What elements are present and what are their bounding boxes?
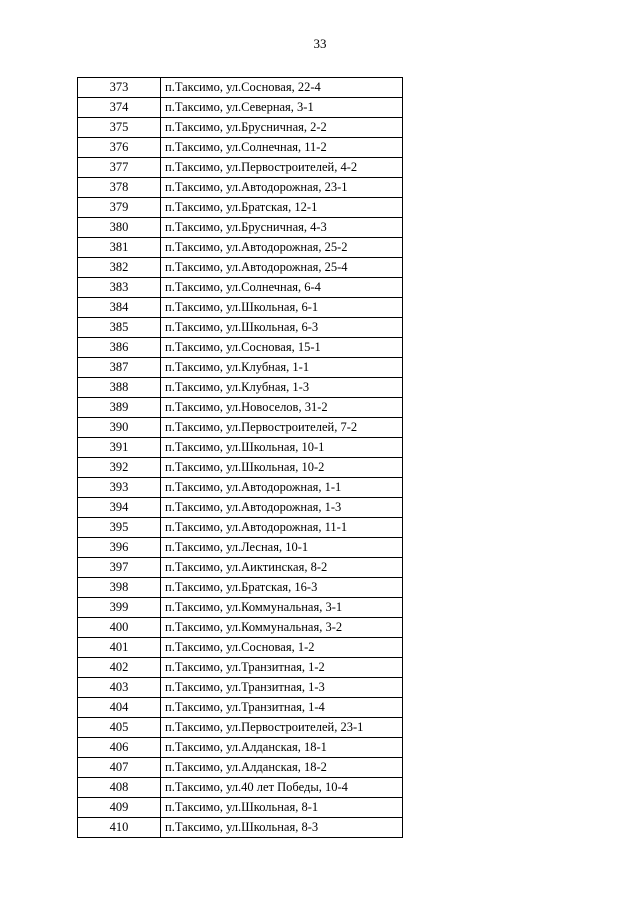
- row-number-cell: 392: [78, 458, 161, 478]
- table-row: [78, 718, 403, 738]
- address-cell: п.Таксимо, ул.Сосновая, 22-4: [161, 78, 403, 98]
- row-number-cell: 390: [78, 418, 161, 438]
- address-cell: п.Таксимо, ул.Клубная, 1-3: [161, 378, 403, 398]
- row-number-cell: 378: [78, 178, 161, 198]
- table-row: [78, 318, 403, 338]
- row-number-cell: 389: [78, 398, 161, 418]
- row-number-cell: 394: [78, 498, 161, 518]
- address-cell: п.Таксимо, ул.Сосновая, 1-2: [161, 638, 403, 658]
- address-cell: п.Таксимо, ул.Алданская, 18-1: [161, 738, 403, 758]
- row-number-cell: 407: [78, 758, 161, 778]
- address-cell: п.Таксимо, ул.Автодорожная, 25-4: [161, 258, 403, 278]
- address-table: [77, 77, 403, 838]
- address-cell: п.Таксимо, ул.Братская, 12-1: [161, 198, 403, 218]
- table-row: [78, 698, 403, 718]
- table-row: [78, 218, 403, 238]
- table-row: [78, 178, 403, 198]
- table-row: [78, 298, 403, 318]
- row-number-cell: 405: [78, 718, 161, 738]
- table-row: [78, 158, 403, 178]
- table-row: [78, 118, 403, 138]
- address-cell: п.Таксимо, ул.Школьная, 8-1: [161, 798, 403, 818]
- row-number-cell: 382: [78, 258, 161, 278]
- row-number-cell: 373: [78, 78, 161, 98]
- table-row: [78, 238, 403, 258]
- row-number-cell: 397: [78, 558, 161, 578]
- address-cell: п.Таксимо, ул.Сосновая, 15-1: [161, 338, 403, 358]
- table-row: [78, 778, 403, 798]
- row-number-cell: 402: [78, 658, 161, 678]
- address-cell: п.Таксимо, ул.Алданская, 18-2: [161, 758, 403, 778]
- table-row: [78, 338, 403, 358]
- table-row: [78, 418, 403, 438]
- table-row: [78, 198, 403, 218]
- table-row: [78, 398, 403, 418]
- row-number-cell: 408: [78, 778, 161, 798]
- page-number: 33: [313, 36, 327, 51]
- address-cell: п.Таксимо, ул.Солнечная, 6-4: [161, 278, 403, 298]
- table-row: [78, 518, 403, 538]
- table-row: [78, 818, 403, 838]
- table-row: [78, 558, 403, 578]
- table-row: [78, 438, 403, 458]
- table-row: [78, 498, 403, 518]
- address-cell: п.Таксимо, ул.Первостроителей, 23-1: [161, 718, 403, 738]
- row-number-cell: 383: [78, 278, 161, 298]
- address-table-body: [78, 78, 403, 838]
- row-number-cell: 376: [78, 138, 161, 158]
- row-number-cell: 377: [78, 158, 161, 178]
- address-cell: п.Таксимо, ул.Коммунальная, 3-2: [161, 618, 403, 638]
- row-number-cell: 381: [78, 238, 161, 258]
- address-cell: п.Таксимо, ул.Северная, 3-1: [161, 98, 403, 118]
- table-row: [78, 458, 403, 478]
- table-row: [78, 378, 403, 398]
- address-cell: п.Таксимо, ул.Школьная, 10-2: [161, 458, 403, 478]
- row-number-cell: 400: [78, 618, 161, 638]
- row-number-cell: 374: [78, 98, 161, 118]
- address-cell: п.Таксимо, ул.Брусничная, 4-3: [161, 218, 403, 238]
- address-cell: п.Таксимо, ул.Транзитная, 1-3: [161, 678, 403, 698]
- row-number-cell: 409: [78, 798, 161, 818]
- row-number-cell: 387: [78, 358, 161, 378]
- table-row: [78, 278, 403, 298]
- address-cell: п.Таксимо, ул.Автодорожная, 1-3: [161, 498, 403, 518]
- address-cell: п.Таксимо, ул.Брусничная, 2-2: [161, 118, 403, 138]
- address-cell: п.Таксимо, ул.Автодорожная, 1-1: [161, 478, 403, 498]
- address-cell: п.Таксимо, ул.Солнечная, 11-2: [161, 138, 403, 158]
- address-cell: п.Таксимо, ул.40 лет Победы, 10-4: [161, 778, 403, 798]
- table-row: [78, 578, 403, 598]
- table-row: [78, 258, 403, 278]
- table-row: [78, 98, 403, 118]
- table-row: [78, 598, 403, 618]
- table-row: [78, 638, 403, 658]
- table-row: [78, 658, 403, 678]
- row-number-cell: 375: [78, 118, 161, 138]
- address-cell: п.Таксимо, ул.Автодорожная, 23-1: [161, 178, 403, 198]
- address-cell: п.Таксимо, ул.Клубная, 1-1: [161, 358, 403, 378]
- address-cell: п.Таксимо, ул.Транзитная, 1-4: [161, 698, 403, 718]
- address-cell: п.Таксимо, ул.Коммунальная, 3-1: [161, 598, 403, 618]
- address-cell: п.Таксимо, ул.Новоселов, 31-2: [161, 398, 403, 418]
- table-row: [78, 738, 403, 758]
- row-number-cell: 401: [78, 638, 161, 658]
- row-number-cell: 395: [78, 518, 161, 538]
- row-number-cell: 393: [78, 478, 161, 498]
- row-number-cell: 396: [78, 538, 161, 558]
- address-cell: п.Таксимо, ул.Аиктинская, 8-2: [161, 558, 403, 578]
- row-number-cell: 403: [78, 678, 161, 698]
- row-number-cell: 379: [78, 198, 161, 218]
- address-cell: п.Таксимо, ул.Лесная, 10-1: [161, 538, 403, 558]
- table-row: [78, 798, 403, 818]
- row-number-cell: 380: [78, 218, 161, 238]
- table-row: [78, 478, 403, 498]
- address-cell: п.Таксимо, ул.Братская, 16-3: [161, 578, 403, 598]
- table-row: [78, 538, 403, 558]
- address-cell: п.Таксимо, ул.Первостроителей, 7-2: [161, 418, 403, 438]
- row-number-cell: 406: [78, 738, 161, 758]
- row-number-cell: 384: [78, 298, 161, 318]
- table-row: [78, 678, 403, 698]
- row-number-cell: 391: [78, 438, 161, 458]
- address-cell: п.Таксимо, ул.Автодорожная, 25-2: [161, 238, 403, 258]
- row-number-cell: 410: [78, 818, 161, 838]
- row-number-cell: 404: [78, 698, 161, 718]
- row-number-cell: 385: [78, 318, 161, 338]
- address-cell: п.Таксимо, ул.Автодорожная, 11-1: [161, 518, 403, 538]
- address-cell: п.Таксимо, ул.Школьная, 6-1: [161, 298, 403, 318]
- row-number-cell: 398: [78, 578, 161, 598]
- address-cell: п.Таксимо, ул.Школьная, 8-3: [161, 818, 403, 838]
- table-row: [78, 78, 403, 98]
- table-row: [78, 618, 403, 638]
- table-row: [78, 358, 403, 378]
- row-number-cell: 388: [78, 378, 161, 398]
- address-cell: п.Таксимо, ул.Школьная, 10-1: [161, 438, 403, 458]
- table-row: [78, 138, 403, 158]
- address-cell: п.Таксимо, ул.Первостроителей, 4-2: [161, 158, 403, 178]
- table-row: [78, 758, 403, 778]
- row-number-cell: 386: [78, 338, 161, 358]
- row-number-cell: 399: [78, 598, 161, 618]
- address-cell: п.Таксимо, ул.Транзитная, 1-2: [161, 658, 403, 678]
- address-cell: п.Таксимо, ул.Школьная, 6-3: [161, 318, 403, 338]
